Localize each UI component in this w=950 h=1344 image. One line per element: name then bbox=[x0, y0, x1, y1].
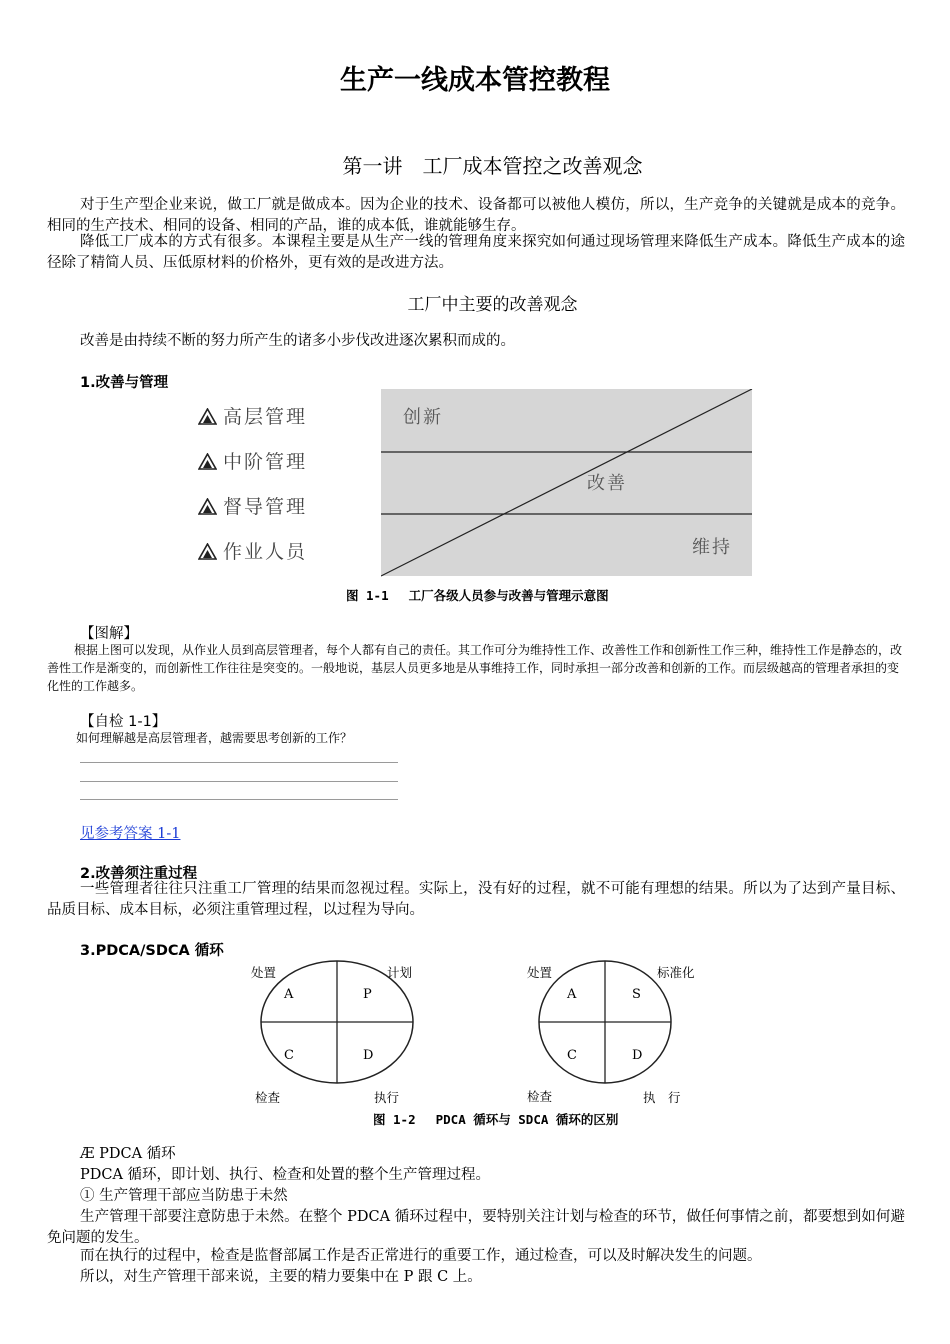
section2-heading: 2.改善须注重过程 bbox=[80, 866, 198, 882]
level-label: 中阶管理 bbox=[223, 451, 308, 473]
pdca-paragraph-1: 生产管理干部要注意防患于未然。在整个 PDCA 循环过程中，要特别关注计划与检查的环节，做任何事情之前，都要想到如何避免问题的发生。 bbox=[47, 1209, 905, 1246]
pdca-quadrant-c: C bbox=[284, 1048, 294, 1063]
triangle-icon bbox=[198, 408, 217, 425]
pdca-bullet: Æ PDCA 循环 bbox=[80, 1146, 176, 1162]
zone-innovation: 创新 bbox=[403, 407, 443, 428]
pdca-quadrant-d: D bbox=[363, 1048, 374, 1063]
level-label: 高层管理 bbox=[223, 406, 308, 428]
zone-maintenance: 维持 bbox=[692, 537, 732, 558]
zone-improvement: 改善 bbox=[587, 473, 627, 494]
pdca-point-1: ① 生产管理干部应当防患于未然 bbox=[80, 1188, 288, 1204]
self-check-title: 【自检 1-1】 bbox=[80, 714, 167, 730]
intro-paragraph-2: 降低工厂成本的方式有很多。本课程主要是从生产一线的管理角度来探究如何通过现场管理来降低生产成本。降低生产成本的途径除了精简人员、压低原材料的价格外，更有效的是改进方法。 bbox=[47, 234, 905, 271]
sdca-label-standardize: 标准化 bbox=[657, 965, 695, 980]
level-worker bbox=[198, 537, 307, 564]
pdca-quadrant-p: P bbox=[363, 987, 372, 1002]
level-top bbox=[198, 402, 307, 429]
sdca-label-check: 检查 bbox=[527, 1089, 553, 1104]
triangle-icon bbox=[198, 498, 217, 515]
level-label: 作业人员 bbox=[223, 541, 308, 563]
answer-line bbox=[80, 799, 398, 800]
figure-1-1-caption: 图 1-1 工厂各级人员参与改善与管理示意图 bbox=[346, 588, 609, 603]
pdca-paragraph-3: 所以，对生产管理干部来说，主要的精力要集中在 P 跟 C 上。 bbox=[80, 1269, 482, 1285]
triangle-icon bbox=[198, 543, 217, 560]
self-check-question: 如何理解越是高层管理者，越需要思考创新的工作？ bbox=[76, 731, 353, 745]
section3-heading: 3.PDCA/SDCA 循环 bbox=[80, 943, 224, 959]
sdca-quadrant-d: D bbox=[632, 1048, 643, 1063]
pdca-paragraph-2: 而在执行的过程中，检查是监督部属工作是否正常进行的重要工作，通过检查，可以及时解决发生的问题。 bbox=[80, 1248, 762, 1264]
lecture-title: 第一讲 工厂成本管控之改善观念 bbox=[342, 154, 643, 178]
pdca-quadrant-a: A bbox=[284, 987, 294, 1002]
kaizen-definition: 改善是由持续不断的努力所产生的诸多小步伐改进逐次累积而成的。 bbox=[80, 333, 515, 349]
page-title: 生产一线成本管控教程 bbox=[340, 65, 610, 96]
figure-1-2-caption: 图 1-2 PDCA 循环与 SDCA 循环的区别 bbox=[373, 1112, 619, 1127]
triangle-icon bbox=[198, 453, 217, 470]
section1-heading: 1.改善与管理 bbox=[80, 375, 169, 391]
pdca-definition: PDCA 循环，即计划、执行、检查和处置的整个生产管理过程。 bbox=[80, 1167, 491, 1183]
section-subtitle: 工厂中主要的改善观念 bbox=[407, 295, 578, 315]
level-supervisor bbox=[198, 492, 307, 519]
explain-text: 根据上图可以发现，从作业人员到高层管理者，每个人都有自己的责任。其工作可分为维持性工作、改善性工作和创新性工作三种，维持性工作是静态的，改善性工作是渐变的，而创新性工作往往是突变的。一般地说，基层人员更多地是从事维持工作，同时承担一部分改善和创新的工作。而层级越高的管理者承担的变化性的工作越多。 bbox=[47, 643, 903, 693]
pdca-circle-diagram bbox=[245, 957, 430, 1109]
sdca-quadrant-a: A bbox=[567, 987, 577, 1002]
sdca-quadrant-c: C bbox=[567, 1048, 577, 1063]
section2-text: 一些管理者往往只注重工厂管理的结果而忽视过程。实际上，没有好的过程，就不可能有理想的结果。所以为了达到产量目标、品质目标、成本目标，必须注重管理过程，以过程为导向。 bbox=[47, 881, 905, 918]
explain-title: 【图解】 bbox=[80, 626, 138, 642]
pdca-label-check: 检查 bbox=[255, 1090, 281, 1105]
level-middle bbox=[198, 447, 307, 474]
sdca-label-act: 处置 bbox=[527, 965, 553, 980]
answer-line bbox=[80, 781, 398, 782]
pdca-label-do: 执行 bbox=[374, 1090, 400, 1105]
kaizen-management-diagram bbox=[381, 389, 753, 577]
sdca-quadrant-s: S bbox=[632, 987, 641, 1002]
pdca-label-act: 处置 bbox=[251, 965, 277, 980]
sdca-circle-diagram bbox=[520, 957, 710, 1109]
pdca-label-plan: 计划 bbox=[387, 965, 413, 980]
answer-link[interactable]: 见参考答案 1-1 bbox=[80, 826, 181, 842]
sdca-label-do: 执 行 bbox=[643, 1090, 681, 1105]
level-label: 督导管理 bbox=[223, 496, 308, 518]
answer-line bbox=[80, 762, 398, 763]
intro-paragraph-1: 对于生产型企业来说，做工厂就是做成本。因为企业的技术、设备都可以被他人模仿，所以，生产竞争的关键就是成本的竞争。相同的生产技术、相同的设备、相同的产品，谁的成本低，谁就能够生存。 bbox=[47, 197, 905, 234]
